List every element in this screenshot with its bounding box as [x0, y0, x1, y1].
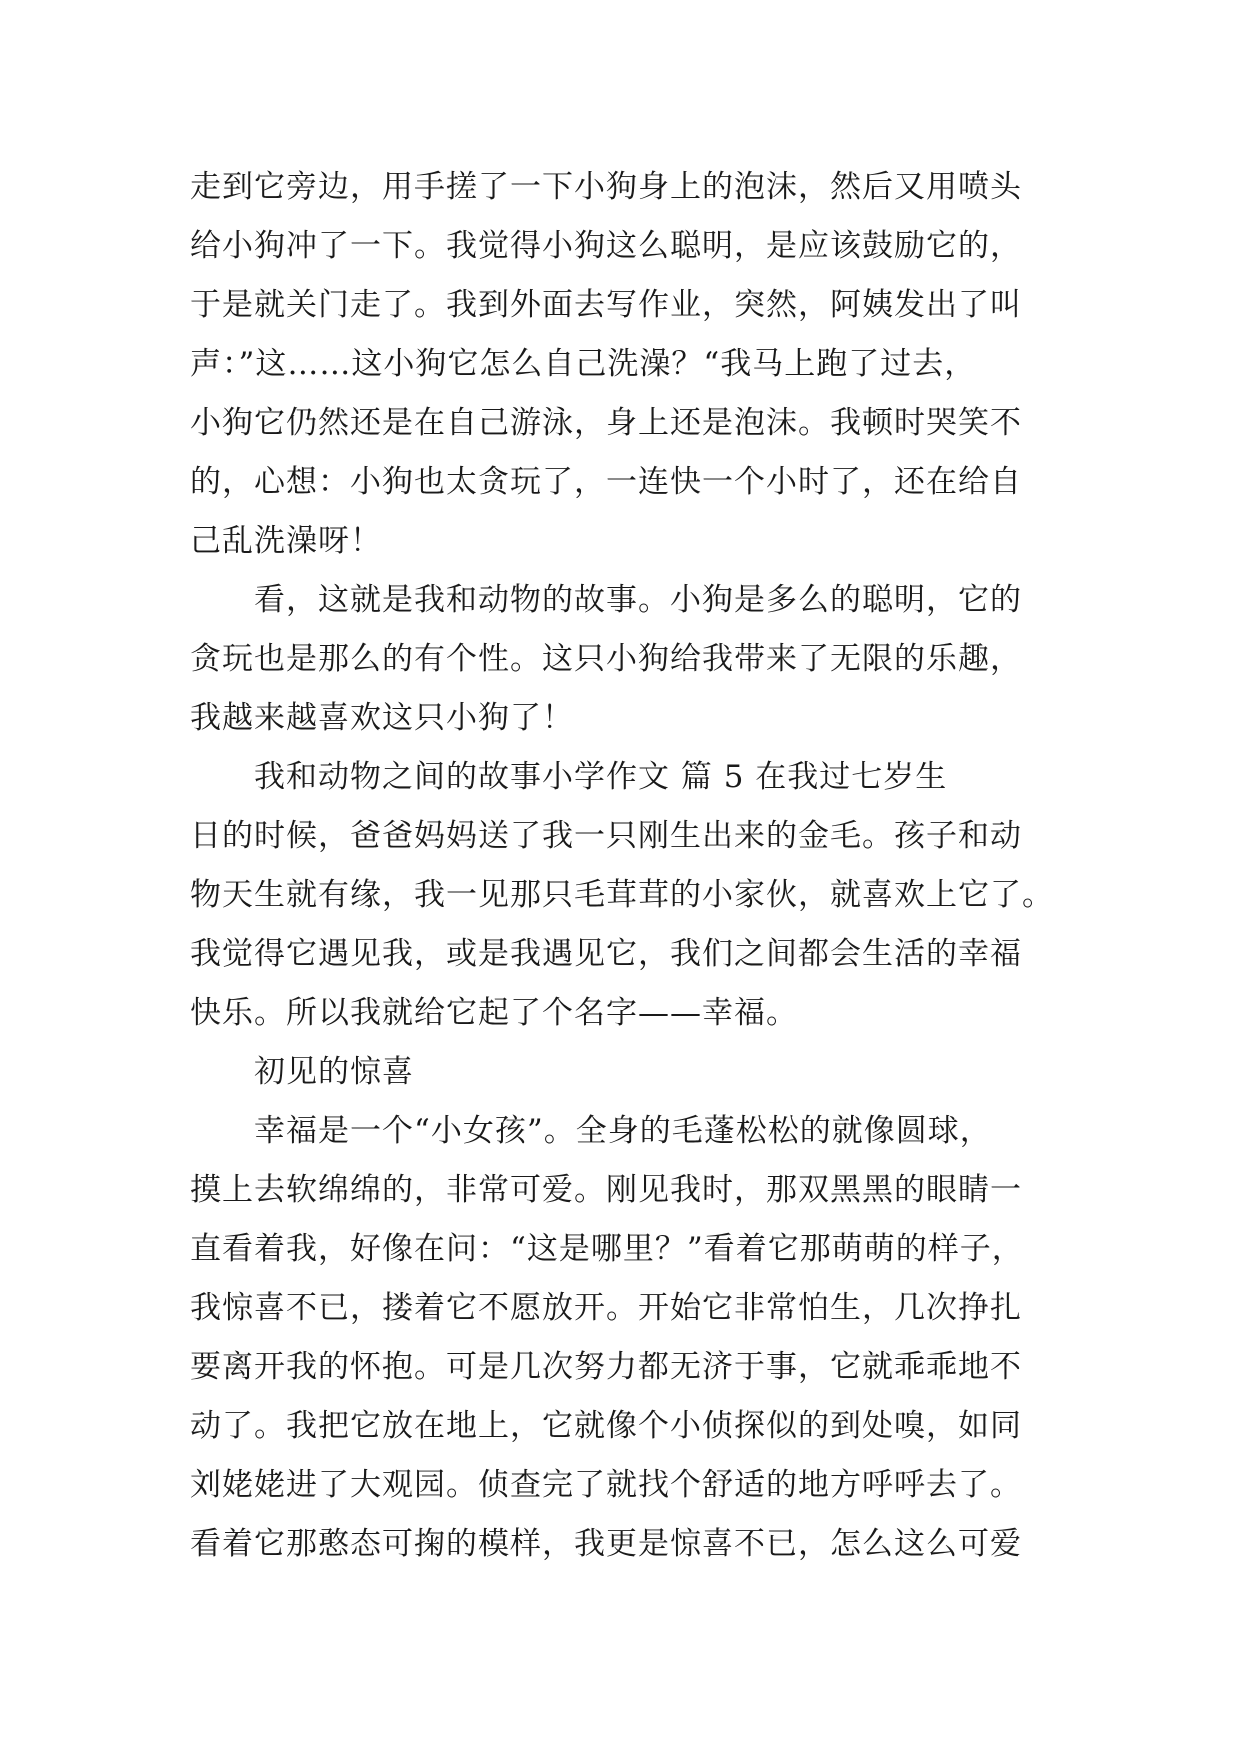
- text-line: 日的时候，爸爸妈妈送了我一只刚生出来的金毛。孩子和动: [190, 818, 1022, 854]
- text-line: 快乐。所以我就给它起了个名字——幸福。: [190, 995, 798, 1031]
- text-line: 看，这就是我和动物的故事。小狗是多么的聪明，它的: [254, 582, 1022, 618]
- text-line: 给小狗冲了一下。我觉得小狗这么聪明，是应该鼓励它的，: [190, 228, 1022, 264]
- text-line: 直看着我，好像在问：“这是哪里？”看着它那萌萌的样子，: [190, 1231, 1024, 1267]
- text-line: 要离开我的怀抱。可是几次努力都无济于事，它就乖乖地不: [190, 1349, 1022, 1385]
- text-line: 动了。我把它放在地上，它就像个小侦探似的到处嗅，如同: [190, 1408, 1022, 1444]
- text-line: 我惊喜不已，搂着它不愿放开。开始它非常怕生，几次挣扎: [190, 1290, 1022, 1326]
- text-line: 我觉得它遇见我，或是我遇见它，我们之间都会生活的幸福: [190, 936, 1022, 972]
- text-line: 摸上去软绵绵的，非常可爱。刚见我时，那双黑黑的眼睛一: [190, 1172, 1022, 1208]
- text-line: 看着它那憨态可掬的模样，我更是惊喜不已，怎么这么可爱: [190, 1526, 1022, 1562]
- text-line: 走到它旁边，用手搓了一下小狗身上的泡沫，然后又用喷头: [190, 169, 1022, 205]
- text-line: 声：”这……这小狗它怎么自己洗澡？“我马上跑了过去，: [190, 346, 977, 382]
- text-line: 幸福是一个“小女孩”。全身的毛蓬松松的就像圆球，: [254, 1113, 992, 1149]
- text-line: 我和动物之间的故事小学作文 篇 5 在我过七岁生: [254, 759, 948, 795]
- text-line: 小狗它仍然还是在自己游泳，身上还是泡沫。我顿时哭笑不: [190, 405, 1022, 441]
- text-line: 己乱洗澡呀！: [190, 523, 382, 559]
- text-line: 的，心想：小狗也太贪玩了，一连快一个小时了，还在给自: [190, 464, 1022, 500]
- text-line: 初见的惊喜: [254, 1054, 414, 1090]
- essay-text: [190, 158, 1070, 1574]
- text-line: 我越来越喜欢这只小狗了！: [190, 700, 574, 736]
- text-line: 于是就关门走了。我到外面去写作业，突然，阿姨发出了叫: [190, 287, 1022, 323]
- text-line: 物天生就有缘，我一见那只毛茸茸的小家伙，就喜欢上它了。: [190, 877, 1054, 913]
- text-line: 贪玩也是那么的有个性。这只小狗给我带来了无限的乐趣，: [190, 641, 1022, 677]
- text-line: 刘姥姥进了大观园。侦查完了就找个舒适的地方呼呼去了。: [190, 1467, 1022, 1503]
